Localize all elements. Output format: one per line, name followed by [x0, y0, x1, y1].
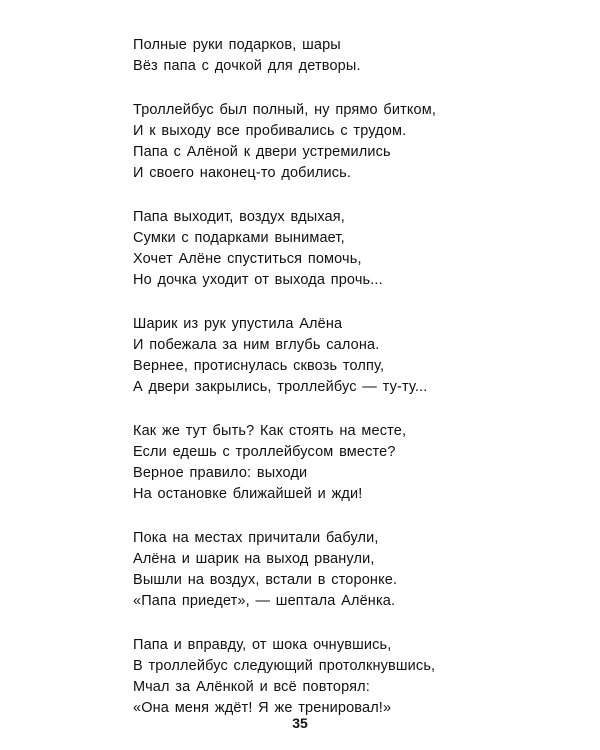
- poem-line: На остановке ближайшей и жди!: [133, 486, 363, 502]
- poem-line: И к выходу все пробивались с трудом.: [133, 123, 407, 139]
- poem-line: Верное правило: выходи: [133, 465, 308, 481]
- stanza: [133, 207, 573, 291]
- poem-line: Пока на местах причитали бабули,: [133, 530, 379, 546]
- poem-line: Вёз папа с дочкой для детворы.: [133, 58, 361, 74]
- poem-line: В троллейбус следующий протолкнувшись,: [133, 658, 436, 674]
- poem-line: Если едешь с троллейбусом вместе?: [133, 444, 396, 460]
- poem-line: А двери закрылись, троллейбус — ту-ту...: [133, 379, 428, 395]
- poem-line: Троллейбус был полный, ну прямо битком,: [133, 102, 437, 118]
- poem-line: Хочет Алёне спуститься помочь,: [133, 251, 362, 267]
- poem-line: Полные руки подарков, шары: [133, 37, 341, 53]
- poem-line: И своего наконец-то добились.: [133, 165, 352, 181]
- stanza: [133, 635, 573, 719]
- poem-line: И побежала за ним вглубь салона.: [133, 337, 380, 353]
- poem-line: Сумки с подарками вынимает,: [133, 230, 345, 246]
- poem-line: Шарик из рук упустила Алёна: [133, 316, 343, 332]
- poem-line: Вернее, протиснулась сквозь толпу,: [133, 358, 385, 374]
- poem-line: Папа выходит, воздух вдыхая,: [133, 209, 345, 225]
- stanza: [133, 35, 573, 77]
- poem-line: Папа и вправду, от шока очнувшись,: [133, 637, 392, 653]
- stanza: [133, 100, 573, 184]
- stanza: [133, 421, 573, 505]
- poem-line: «Папа приедет», — шептала Алёнка.: [133, 593, 396, 609]
- poem-line: Как же тут быть? Как стоять на месте,: [133, 423, 407, 439]
- poem: [133, 35, 573, 742]
- poem-line: Вышли на воздух, встали в сторонке.: [133, 572, 398, 588]
- poem-line: «Она меня ждёт! Я же тренировал!»: [133, 700, 392, 716]
- poem-line: Но дочка уходит от выхода прочь...: [133, 272, 383, 288]
- stanza: [133, 528, 573, 612]
- poem-line: Папа с Алёной к двери устремились: [133, 144, 391, 160]
- stanza: [133, 314, 573, 398]
- poem-line: Алёна и шарик на выход рванули,: [133, 551, 375, 567]
- page-number: 35: [292, 715, 308, 731]
- poem-line: Мчал за Алёнкой и всё повторял:: [133, 679, 370, 695]
